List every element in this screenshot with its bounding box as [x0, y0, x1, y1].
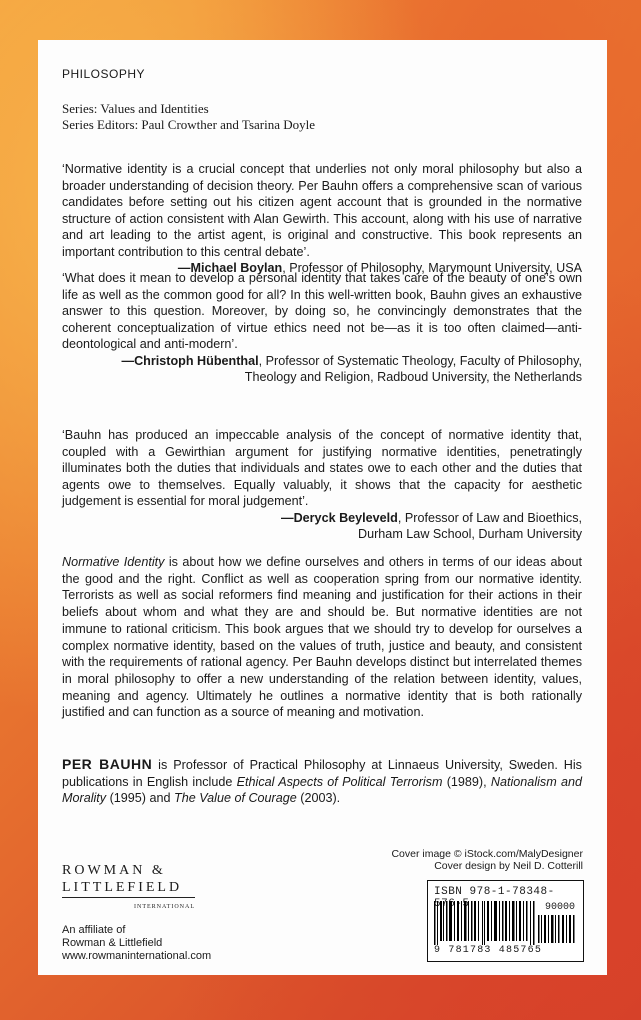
publisher-logo: [62, 862, 211, 916]
series-info: [62, 101, 315, 133]
design-credit: Cover design by Neil D. Cotterill: [434, 860, 583, 872]
bio-text: is Professor of Practical Philosophy at Linnaeus University, Sweden. His publications in English include: [62, 758, 582, 789]
endorsement-2: [62, 270, 582, 386]
endorser-affiliation: , Professor of Systematic Theology, Faculty of Philosophy,: [258, 353, 582, 368]
description-text: is about how we define ourselves and others in terms of our ideas about the good and the right. Conflict as well as cooperation spring from our normative identity. Terrorists as well as social reformers find meaning and justification for their actions in their beliefs about whom and what they are and should be. But normative identities are not immune to rational criticism. This book argues that we should try to develop for ourselves a complex normative identity, based on the values of truth, justice and beauty, and consistent with the requirements of rational agency. Per Bauhn develops distinct but interrelated themes in moral philosophy to offer a new understanding of the relation between identity, values, meaning and agency. Ultimately he outlines a normative identity that is both rationally justified and can function as a source of meaning and motivation.: [62, 555, 582, 720]
bio-text: (1989),: [442, 774, 491, 789]
endorsement-text: ‘Bauhn has produced an impeccable analysis of the concept of normative identity that, coupled with a Gewirthian argument for justifying normative identities, penetratingly illuminates both the duties that individuals and states owe to each other and the duties that agents owe to themselves. Equally valuably, it shows that the capacity for aesthetic judgement is essential for moral judgement’.: [62, 428, 582, 508]
publisher-affiliation: [62, 924, 211, 963]
endorser-affiliation: , Professor of Philosophy, Marymount University, USA: [282, 261, 582, 275]
bio-book-title: Ethical Aspects of Political Terrorism: [236, 774, 443, 789]
isbn-text: ISBN 978-1-78348-57 -5: [434, 886, 555, 910]
endorser-affiliation-line2: Theology and Religion, Radboud University, the Netherlands: [244, 370, 582, 384]
cover-credits: [391, 848, 583, 872]
bio-text: (2003).: [296, 791, 341, 806]
series-name: Series: Values and Identities: [62, 101, 209, 116]
bio-book-title: The Value of Courage: [174, 791, 297, 806]
endorser-name: —Christoph Hübenthal: [121, 353, 259, 368]
bio-book-title: Nationalism and Morality: [62, 774, 582, 806]
endorser-affiliation: , Professor of Law and Bioethics,: [397, 510, 582, 525]
price-barcode-bars: [538, 915, 576, 943]
endorsement-3: [62, 427, 582, 543]
series-editors: Series Editors: Paul Crowther and Tsarina Doyle: [62, 117, 316, 132]
logo-subtitle: INTERNATIONAL: [62, 897, 195, 916]
book-description: [62, 554, 582, 721]
author-bio: [62, 756, 582, 807]
price-code: 90000: [544, 902, 575, 913]
endorsement-attribution: [62, 353, 582, 370]
isbn-barcode: [427, 880, 584, 962]
endorser-name: —Michael Boylan: [177, 261, 283, 275]
endorsement-text: ‘Normative identity is a crucial concept that underlies not only moral philosophy but also a broader understanding of decision theory. Per Bauhn offers a comprehensive scan of various candidates before setting out his citizen agent account that is grounded in the normative structure of action consistent with Alan Gewirth. This account, along with his use of narrative and art leading to the artist agent, is original and constructive. This book represents an important contribution to this central debate’.: [62, 162, 582, 259]
ean-digits: 9 781783 485765: [434, 945, 543, 956]
endorser-name: —Deryck Beyleveld: [280, 510, 398, 525]
logo-line: ROWMAN &: [62, 863, 166, 878]
affiliate-line: An affiliate of: [62, 924, 126, 936]
publisher-website: www.rowmaninternational.com: [62, 950, 212, 962]
image-credit: Cover image © iStock.com/MalyDesigner: [391, 848, 583, 860]
barcode-bars: [434, 901, 536, 945]
category-label: PHILOSOPHY: [62, 67, 146, 81]
back-cover-panel: [38, 40, 607, 975]
endorsement-attribution: [62, 510, 582, 527]
logo-line: LITTLEFIELD: [62, 880, 183, 895]
author-name: PER BAUHN: [62, 756, 153, 772]
endorsement-1: [62, 161, 582, 277]
endorsement-text: ‘What does it mean to develop a personal identity that takes care of the beauty of one’s own life as well as the common good for all? In this well-written book, Bauhn gives an exhaustive answer to this question. Moreover, by doing so, he convincingly demonstrates that the coherent conceptualization of virtue ethics need not be—as it is too often claimed—anti-deontological and anti-modern’.: [62, 271, 582, 351]
affiliate-line: Rowman & Littlefield: [62, 937, 163, 949]
book-title: Normative Identity: [62, 555, 165, 569]
publisher-block: [62, 862, 211, 963]
endorser-affiliation-line2: Durham Law School, Durham University: [358, 527, 582, 541]
bio-text: (1995) and: [106, 791, 175, 806]
